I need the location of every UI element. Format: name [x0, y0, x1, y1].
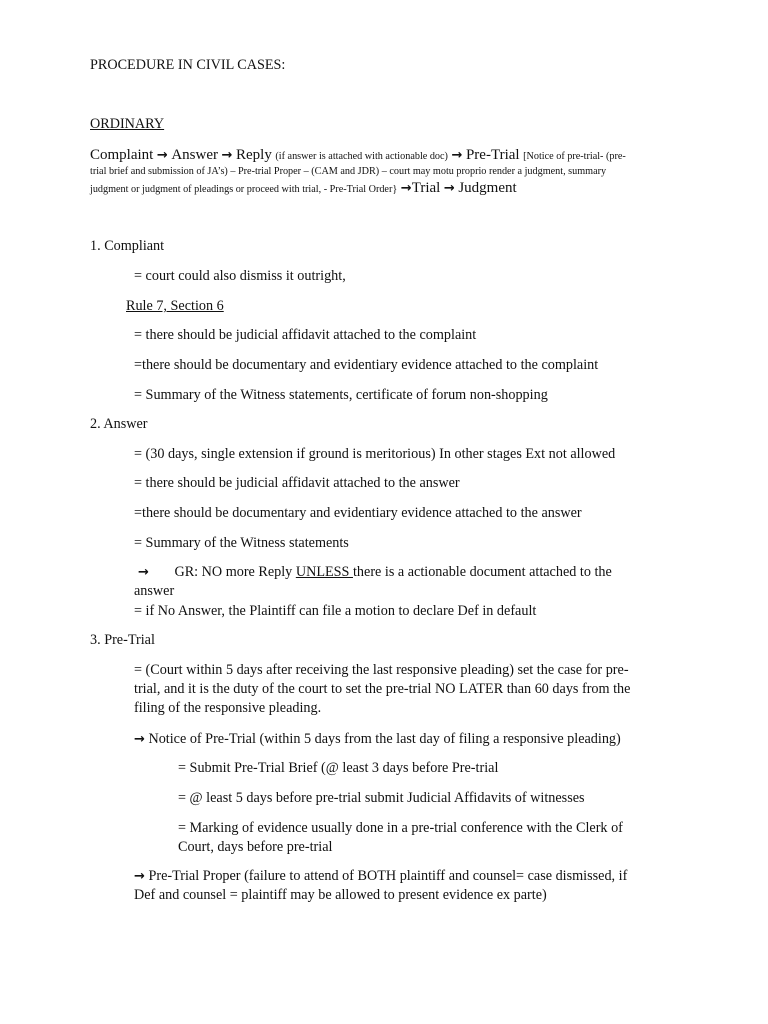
right-arrow-icon: →	[443, 181, 455, 196]
general-rule-suffix: there is a actionable document attached to the	[352, 564, 612, 580]
flow-reply-note: (if answer is attached with actionable doc)	[275, 151, 448, 162]
general-rule-cont: answer	[134, 583, 175, 599]
section-3-item: = (Court within 5 days after receiving the last responsive pleading) set the case for pre-	[134, 662, 629, 678]
section-1-item: = Summary of the Witness statements, certificate of forum non-shopping	[134, 387, 548, 403]
document-title: PROCEDURE IN CIVIL CASES:	[90, 57, 286, 73]
general-rule-line	[138, 563, 612, 582]
right-arrow-icon: →	[134, 869, 145, 884]
flow-reply: Reply	[236, 147, 272, 163]
section-3-heading: 3. Pre-Trial	[90, 632, 155, 648]
section-2-heading: 2. Answer	[90, 416, 148, 432]
general-rule-prefix: GR: NO more Reply	[174, 564, 296, 580]
section-1-item: = there should be judicial affidavit attached to the complaint	[134, 327, 477, 343]
pretrial-sub-item: = Marking of evidence usually done in a pre-trial conference with the Clerk of	[178, 820, 623, 836]
section-2-item: = there should be judicial affidavit attached to the answer	[134, 475, 460, 491]
section-3-item-cont: filing of the responsive pleading.	[134, 700, 322, 716]
flow-pretrial-note: [Notice of pre-trial- (pre-	[523, 151, 626, 162]
rule-reference: Rule 7, Section 6	[126, 298, 224, 314]
pretrial-sub-item: = Submit Pre-Trial Brief (@ least 3 days before Pre-trial	[178, 760, 499, 776]
right-arrow-icon: →	[134, 732, 145, 747]
flow-pretrial: Pre-Trial	[465, 147, 520, 163]
section-2-item: = (30 days, single extension if ground is meritorious) In other stages Ext not allowed	[134, 446, 616, 462]
section-1-item: = court could also dismiss it outright,	[134, 268, 346, 284]
pretrial-sub-item-cont: Court, days before pre-trial	[178, 839, 333, 855]
right-arrow-icon: →	[156, 148, 168, 163]
right-arrow-icon: →	[400, 181, 412, 196]
general-rule-unless: UNLESS	[295, 564, 353, 580]
flow-answer: Answer	[171, 147, 218, 163]
flow-judgment: Judgment	[458, 180, 517, 196]
section-1-heading: 1. Compliant	[90, 238, 165, 254]
right-arrow-icon: →	[221, 148, 233, 163]
notice-of-pretrial-text: Notice of Pre-Trial (within 5 days from the last day of filing a responsive pleading)	[148, 731, 621, 747]
flow-complaint: Complaint	[90, 147, 154, 163]
section-2-item: = Summary of the Witness statements	[134, 535, 349, 551]
pretrial-proper	[134, 867, 627, 886]
section-3-item-cont: trial, and it is the duty of the court to set the pre-trial NO LATER than 60 days from the	[134, 681, 631, 697]
pretrial-sub-item: = @ least 5 days before pre-trial submit Judicial Affidavits of witnesses	[178, 790, 585, 806]
pretrial-proper-text: Pre-Trial Proper (failure to attend of BOTH plaintiff and counsel= case dismissed, if	[148, 868, 628, 884]
notice-of-pretrial	[134, 730, 621, 749]
flow-pretrial-note-cont: trial brief and submission of JA’s) – Pre-trial Proper – (CAM and JDR) – court may motu proprio render a judgment, summary	[90, 166, 607, 177]
pretrial-proper-cont: Def and counsel = plaintiff may be allowed to present evidence ex parte)	[134, 887, 547, 903]
section-2-item: = if No Answer, the Plaintiff can file a motion to declare Def in default	[134, 603, 537, 619]
flow-trial: Trial	[411, 180, 441, 196]
right-arrow-icon: →	[451, 148, 463, 163]
flow-pretrial-note-end: judgment or judgment of pleadings or proceed with trial, - Pre-Trial Order}	[90, 184, 398, 195]
section-1-item: =there should be documentary and evidentiary evidence attached to the complaint	[134, 357, 599, 373]
procedure-flow-line-end	[90, 179, 517, 199]
right-arrow-icon: →	[138, 565, 149, 580]
section-2-item: =there should be documentary and evidentiary evidence attached to the answer	[134, 505, 582, 521]
section-heading-ordinary: ORDINARY	[90, 116, 165, 132]
